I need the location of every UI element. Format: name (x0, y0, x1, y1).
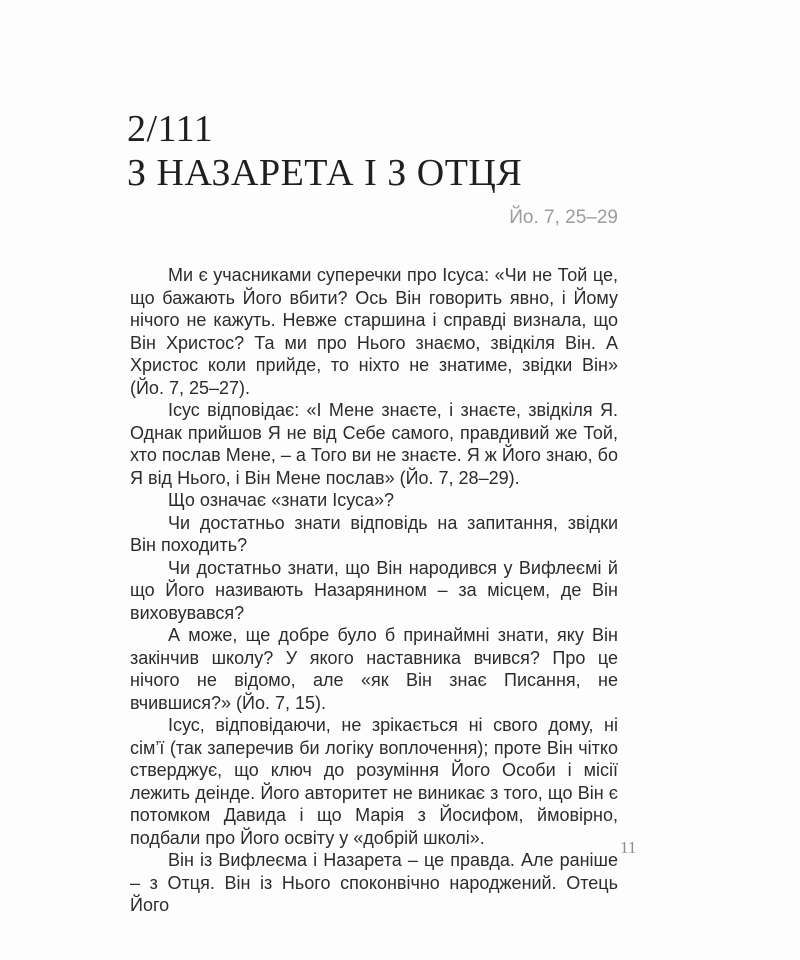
chapter-title: З НАЗАРЕТА І З ОТЦЯ (127, 152, 523, 194)
body-paragraph: Ісус відповідає: «І Мене знаєте, і знаєте, звідкіля Я. Однак прийшов Я не від Себе самого, правдивий же Той, хто послав Мене, – а Того ви не знаєте. Я ж Його знаю, бо Я від Нього, і Він Мене послав» (Йо. 7, 28–29). (130, 400, 618, 488)
body-paragraph: А може, ще добре було б принаймні знати, яку Він закінчив школу? У якого наставника вчився? Про це нічого не відомо, але «як Він знає Писання, не вчившися?» (Йо. 7, 15). (130, 625, 618, 713)
body-paragraph: Що означає «знати Ісуса»? (168, 490, 395, 510)
chapter-heading (127, 107, 522, 195)
scripture-reference: Йо. 7, 25–29 (509, 207, 618, 228)
body-paragraph: Він із Вифлеєма і Назарета – це правда. Але раніше – з Отця. Він із Нього споконвічно народжений. Отець Його (130, 850, 618, 915)
chapter-number: 2/111 (127, 108, 214, 150)
body-paragraph: Ми є учасниками суперечки про Ісуса: «Чи не Той це, що бажають Його вбити? Ось Він говорить явно, і Йому нічого не кажуть. Невже старшина і справді визнала, що Він Христос? Та ми про Нього знаємо, звідкіля Він. А Христос коли прийде, то ніхто не знатиме, звідки Він» (Йо. 7, 25–27). (130, 265, 618, 398)
body-paragraph: Чи достатньо знати відповідь на запитання, звідки Він походить? (130, 512, 618, 555)
body-paragraph: Ісус, відповідаючи, не зрікається ні свого дому, ні сім’ї (так заперечив би логіку воплочення); проте Він чітко стверджує, що ключ до розуміння Його Особи і місії лежить деінде. Його авторитет не виникає з того, що Він є потомком Давида і що Марія з Йосифом, ймовірно, подбали про Його освіту у «добрій школі». (130, 715, 618, 848)
body-text (130, 264, 618, 917)
body-paragraph: Чи достатньо знати, що Він народився у Вифлеємі й що Його називають Назарянином – за місцем, де Він виховувався? (130, 557, 618, 623)
page-number: 11 (620, 838, 637, 857)
